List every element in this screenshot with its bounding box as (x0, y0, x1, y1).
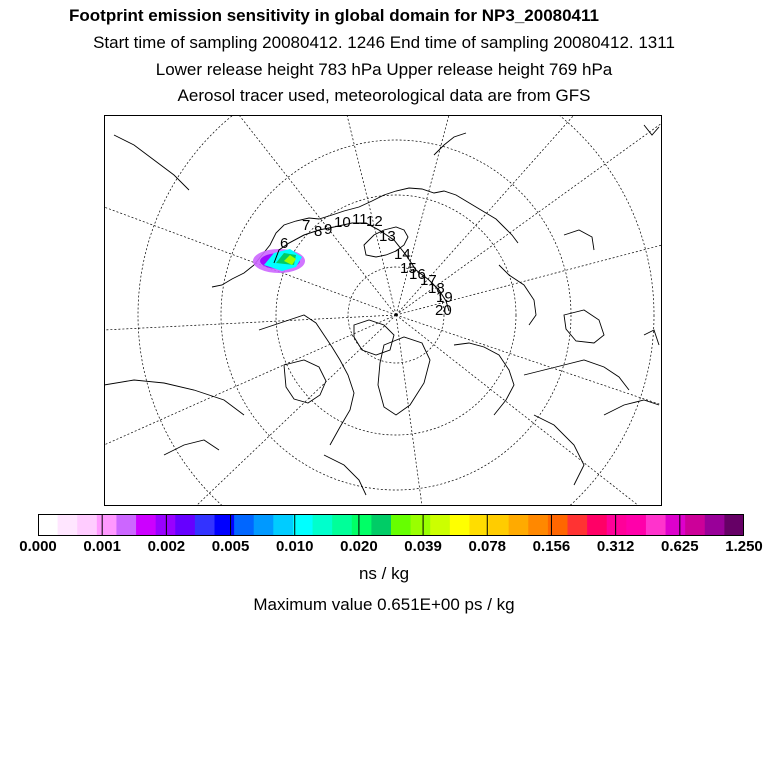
colorbar-tick-5: 0.020 (340, 538, 378, 555)
colorbar-cell (352, 514, 372, 536)
colorbar-cell (293, 514, 313, 536)
colorbar-tick-9: 0.312 (596, 538, 635, 555)
release-height-line: Lower release height 783 hPa Upper release height 769 hPa (155, 60, 613, 79)
colorbar-tick-7: 0.078 (468, 538, 507, 555)
colorbar-cell (371, 514, 391, 536)
polar-map (104, 115, 662, 506)
colorbar-cell (215, 514, 235, 536)
track-label-15: 15 (400, 260, 417, 277)
colorbar-cell (116, 514, 136, 536)
track-label-9: 9 (324, 221, 333, 238)
colorbar-cell (332, 514, 352, 536)
track-label-17: 17 (420, 272, 437, 289)
colorbar (38, 514, 744, 536)
track-label-19: 19 (436, 289, 453, 306)
colorbar-ticks (0, 538, 768, 558)
track-label-14: 14 (394, 246, 411, 263)
colorbar-cell (724, 514, 744, 536)
colorbar-cell (175, 514, 195, 536)
colorbar-cell (568, 514, 588, 536)
footprint (253, 249, 305, 273)
colorbar-units: ns / kg (358, 564, 410, 583)
colorbar-cell (313, 514, 333, 536)
colorbar-tick-6: 0.039 (404, 538, 442, 555)
colorbar-tick-0: 0.000 (19, 538, 57, 555)
track-label-18: 18 (428, 280, 445, 297)
colorbar-cell (528, 514, 548, 536)
colorbar-cell (666, 514, 686, 536)
colorbar-tick-10: 0.625 (661, 538, 699, 555)
colorbar-cell (391, 514, 411, 536)
colorbar-tick-1: 0.001 (83, 538, 121, 555)
track-label-13: 13 (379, 228, 396, 245)
colorbar-cell (411, 514, 431, 536)
maximum-value: Maximum value 0.651E+00 ps / kg (253, 595, 515, 614)
colorbar-cell (548, 514, 568, 536)
colorbar-cell (646, 514, 666, 536)
colorbar-cell (273, 514, 293, 536)
colorbar-cell (136, 514, 156, 536)
colorbar-tick-11: 1.250 (725, 538, 763, 555)
track-label-6: 6 (280, 235, 289, 252)
sampling-time-line: Start time of sampling 20080412. 1246 End time of sampling 20080412. 1311 (93, 33, 675, 52)
colorbar-cell (509, 514, 529, 536)
colorbar-cell (58, 514, 78, 536)
track-label-7: 7 (302, 217, 311, 234)
colorbar-cell (469, 514, 489, 536)
colorbar-tick-3: 0.005 (211, 538, 250, 555)
colorbar-cell (626, 514, 646, 536)
colorbar-cell (489, 514, 509, 536)
tracer-info-line: Aerosol tracer used, meteorological data are from GFS (177, 86, 591, 105)
track-label-12: 12 (366, 213, 383, 230)
colorbar-cell (607, 514, 627, 536)
colorbar-cell (587, 514, 607, 536)
colorbar-tick-8: 0.156 (532, 538, 571, 555)
colorbar-cell (705, 514, 725, 536)
track-label-11: 11 (352, 211, 368, 228)
map-title: Footprint emission sensitivity in global domain for NP3_20080411 (69, 6, 599, 25)
track-label-16: 16 (409, 266, 426, 283)
colorbar-cell (234, 514, 254, 536)
colorbar-cell (254, 514, 274, 536)
colorbar-cell (195, 514, 215, 536)
colorbar-cell (430, 514, 450, 536)
track-label-10: 10 (334, 214, 351, 231)
colorbar-tick-2: 0.002 (147, 538, 186, 555)
colorbar-cell (77, 514, 97, 536)
colorbar-cell (38, 514, 58, 536)
colorbar-cell (156, 514, 176, 536)
track-label-20: 20 (435, 302, 452, 319)
colorbar-tick-4: 0.010 (275, 538, 314, 555)
track-label-8: 8 (314, 223, 323, 240)
colorbar-cell (685, 514, 705, 536)
colorbar-cell (450, 514, 470, 536)
colorbar-cell (97, 514, 117, 536)
